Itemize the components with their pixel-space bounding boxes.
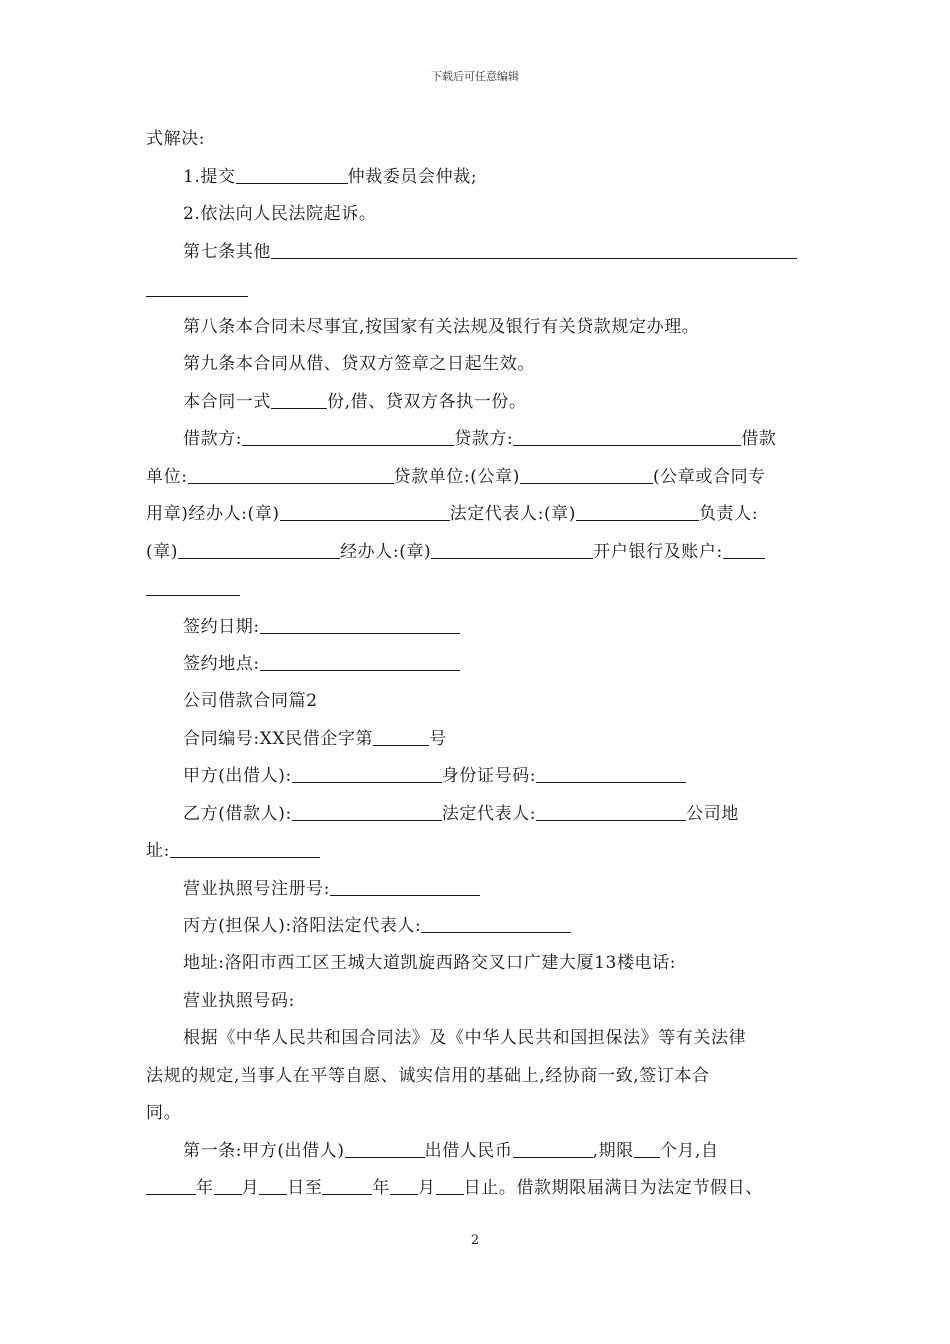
text-line: 丙方(担保人):洛阳法定代表人: <box>183 914 571 938</box>
blank-field <box>576 502 699 521</box>
text-line: 同。 <box>146 1103 182 1123</box>
text-line: 地址:洛阳市西工区王城大道凯旋西路交叉口广建大厦13楼电话: <box>183 953 677 973</box>
text-line: 第一条:甲方(出借人) 出借人民币 ,期限 个月,自 <box>183 1141 719 1161</box>
blank-field <box>178 540 340 559</box>
blank-field <box>322 1176 372 1195</box>
text-line: 根据《中华人民共和国合同法》及《中华人民共和国担保法》等有关法律 <box>183 1028 747 1048</box>
blank-field <box>520 465 653 484</box>
blank-field <box>292 764 442 783</box>
text-line: 借款方: 贷款方: 借款 <box>183 429 777 449</box>
text-line: (章) 经办人:(章) 开户银行及账户: <box>146 540 765 564</box>
text-line: 甲方(出借人): 身份证号码: <box>183 764 686 788</box>
blank-field <box>330 877 480 896</box>
blank-field <box>421 914 571 933</box>
text-line: 址: <box>146 839 320 863</box>
text-line: 第七条其他 <box>183 240 797 264</box>
text-line: 单位: 贷款单位:(公章) (公章或合同专 <box>146 467 766 487</box>
blank-field <box>214 1176 242 1195</box>
blank-field <box>536 802 686 821</box>
text-line: 签约日期: <box>183 615 460 639</box>
blank-field <box>170 839 320 858</box>
blank-field <box>242 427 454 446</box>
blank-field <box>436 1176 464 1195</box>
blank-field <box>146 577 240 596</box>
blank-field <box>146 278 248 297</box>
text-line: 法规的规定,当事人在平等自愿、诚实信用的基础上,经协商一致,签订本合 <box>146 1066 710 1086</box>
blank-field <box>271 240 797 259</box>
section-title: 公司借款合同篇2 <box>183 691 318 711</box>
text-line: 营业执照号码: <box>183 991 295 1011</box>
text-line: 合同编号:XX民借企字第 号 <box>183 729 447 749</box>
blank-field <box>536 764 686 783</box>
blank-field <box>373 727 429 746</box>
blank-field <box>431 540 593 559</box>
blank-field <box>236 165 348 184</box>
blank-field <box>280 502 450 521</box>
blank-field <box>271 390 327 409</box>
text-line: 营业执照号注册号: <box>183 877 480 901</box>
text-line <box>146 577 240 601</box>
text-line: 式解决: <box>146 129 206 149</box>
text-line: 用章)经办人:(章) 法定代表人:(章) 负责人: <box>146 504 759 524</box>
text-line: 乙方(借款人): 法定代表人: 公司地 <box>183 804 739 824</box>
blank-field <box>390 1176 418 1195</box>
blank-field <box>513 1139 593 1158</box>
text-line: 1.提交 仲裁委员会仲裁; <box>183 167 478 187</box>
header-note: 下载后可任意编辑 <box>431 70 519 83</box>
text-line: 第八条本合同未尽事宜,按国家有关法规及银行有关贷款规定办理。 <box>183 317 700 337</box>
blank-field <box>146 1176 196 1195</box>
blank-field <box>723 540 765 559</box>
text-line: 2.依法向人民法院起诉。 <box>183 204 377 224</box>
text-line: 本合同一式 份,借、贷双方各执一份。 <box>183 392 527 412</box>
blank-field <box>260 615 460 634</box>
blank-field <box>513 427 741 446</box>
text-line: 年 月 日至 年 月 日止。借款期限届满日为法定节假日、 <box>146 1176 763 1200</box>
blank-field <box>259 1176 287 1195</box>
text-line <box>146 278 248 302</box>
blank-field <box>260 652 460 671</box>
blank-field <box>292 802 442 821</box>
page-number: 2 <box>470 1233 480 1248</box>
blank-field <box>634 1139 660 1158</box>
blank-field <box>188 465 394 484</box>
blank-field <box>345 1139 425 1158</box>
text-line: 签约地点: <box>183 652 460 676</box>
text-line: 第九条本合同从借、贷双方签章之日起生效。 <box>183 354 535 374</box>
